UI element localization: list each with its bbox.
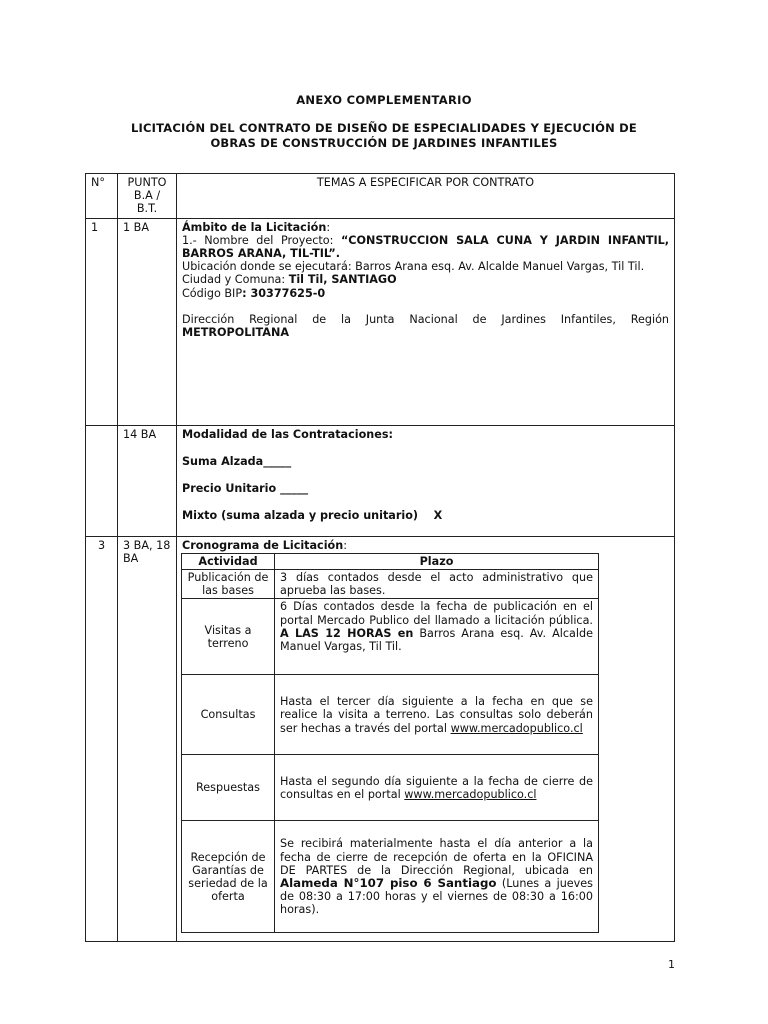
mercadopublico-link-consultas[interactable]: www.mercadopublico.cl <box>450 721 583 735</box>
header-punto: PUNTO B.A / B.T. <box>118 174 177 219</box>
page-number: 1 <box>668 958 675 971</box>
annex-title: ANEXO COMPLEMENTARIO <box>296 93 472 107</box>
schedule-row-respuestas <box>182 755 599 821</box>
schedule-plazo-visitas: 6 Días contados desde la fecha de publicación en el portal Mercado Publico del llamado a licitación pública. A LAS 12 HORAS en Barros Arana esq. Av. Alcalde Manuel Vargas, Til Til. <box>275 599 599 675</box>
row2-content <box>177 425 675 536</box>
schedule-act-recepcion: Recepción de Garantías de seriedad de la oferta <box>182 821 275 933</box>
mercadopublico-link-respuestas[interactable]: www.mercadopublico.cl <box>404 787 537 801</box>
schedule-col-actividad: Actividad <box>182 553 275 569</box>
table-row-ambito <box>86 218 675 425</box>
schedule-header-row <box>182 553 599 569</box>
document-subtitle <box>0 121 768 151</box>
row1-content <box>177 218 675 425</box>
row3-punto: 3 BA, 18 BA <box>118 536 177 942</box>
subtitle-line-1: LICITACIÓN DEL CONTRATO DE DISEÑO DE ESPECIALIDADES Y EJECUCIÓN DE <box>131 121 637 135</box>
subtitle-line-2: OBRAS DE CONSTRUCCIÓN DE JARDINES INFANTILES <box>210 136 558 150</box>
schedule-table <box>181 553 599 934</box>
row2-punto: 14 BA <box>118 425 177 536</box>
row3-num: 3 <box>86 536 118 942</box>
schedule-plazo-recepcion: Se recibirá materialmente hasta el día anterior a la fecha de cierre de recepción de oferta en la OFICINA DE PARTES de la Dirección Regional, ubicada en Alameda N°107 piso 6 Santiago (Lunes a jueves de 08:30 a 17:00 horas y el viernes de 08:30 a 16:00 horas). <box>275 821 599 933</box>
schedule-act-consultas: Consultas <box>182 675 275 755</box>
project-name-block: 1.- Nombre del Proyecto: “CONSTRUCCION SALA CUNA Y JARDIN INFANTIL, BARROS ARANA, TIL-TIL”. <box>182 233 669 261</box>
mixto-option: Mixto (suma alzada y precio unitario) X <box>182 509 443 523</box>
table-header-row <box>86 174 675 219</box>
schedule-row-recepcion <box>182 821 599 933</box>
table-row-modalidad <box>86 425 675 536</box>
location-text: Ubicación donde se ejecutará: Barros Arana esq. Av. Alcalde Manuel Vargas, Til Til. <box>182 260 645 274</box>
direccion-regional: Dirección Regional de la Junta Nacional de Jardines Infantiles, Región METROPOLITANA <box>182 312 669 340</box>
header-temas: TEMAS A ESPECIFICAR POR CONTRATO <box>177 174 675 219</box>
schedule-act-respuestas: Respuestas <box>182 755 275 821</box>
schedule-row-publicacion <box>182 570 599 599</box>
city-text: Ciudad y Comuna: Til Til, SANTIAGO <box>182 273 397 287</box>
table-row-cronograma <box>86 536 675 942</box>
ambito-heading: Ámbito de la Licitación: <box>182 220 331 234</box>
header-num: N° <box>86 174 118 219</box>
row1-punto: 1 BA <box>118 218 177 425</box>
schedule-plazo-respuestas: Hasta el segundo día siguiente a la fecha de cierre de consultas en el portal www.mercadopublico.cl <box>275 755 599 821</box>
schedule-row-visitas <box>182 599 599 675</box>
schedule-plazo-consultas: Hasta el tercer día siguiente a la fecha en que se realice la visita a terreno. Las consultas solo deberán ser hechas a través del portal www.mercadopublico.cl <box>275 675 599 755</box>
modalidad-heading: Modalidad de las Contrataciones: <box>182 427 393 441</box>
schedule-act-visitas: Visitas a terreno <box>182 599 275 675</box>
schedule-row-consultas <box>182 675 599 755</box>
cronograma-heading: Cronograma de Licitación: <box>182 538 347 552</box>
row1-num: 1 <box>86 218 118 425</box>
contract-table <box>85 173 675 942</box>
precio-unitario: Precio Unitario _____ <box>182 482 309 496</box>
bip-code: Código BIP: 30377625-0 <box>182 286 326 300</box>
schedule-col-plazo: Plazo <box>275 553 599 569</box>
schedule-act-publicacion: Publicación de las bases <box>182 570 275 599</box>
row3-content <box>177 536 675 942</box>
schedule-plazo-publicacion: 3 días contados desde el acto administrativo que aprueba las bases. <box>275 570 599 599</box>
row2-num <box>86 425 118 536</box>
suma-alzada: Suma Alzada_____ <box>182 454 292 468</box>
